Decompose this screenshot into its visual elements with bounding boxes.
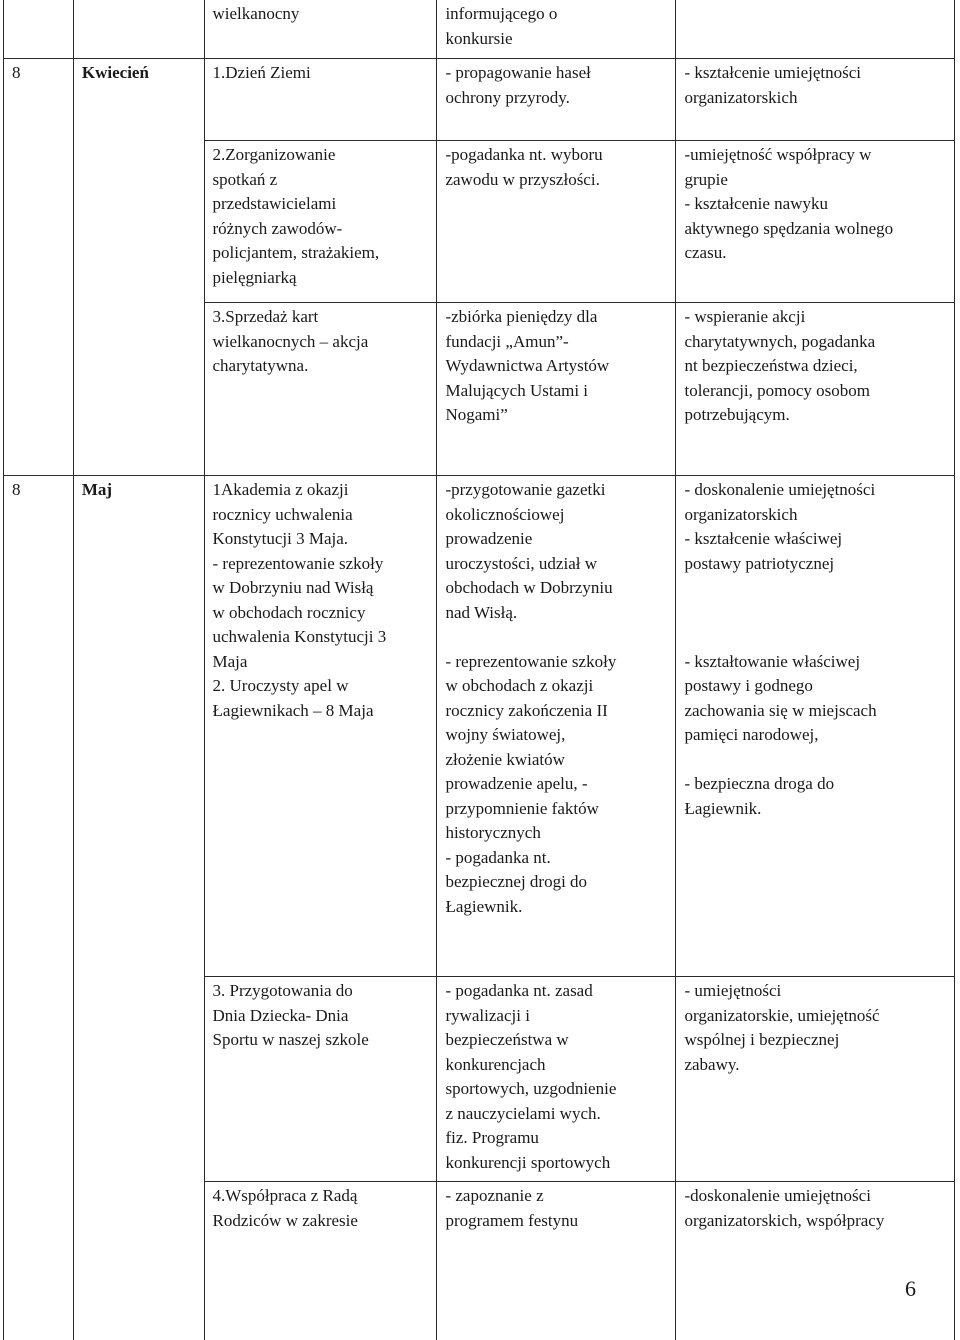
cell-line: Rodziców w zakresie <box>213 1209 429 1234</box>
cell-line: tolerancji, pomocy osobom <box>684 379 946 404</box>
row-form <box>437 0 676 59</box>
cell-line: Malujących Ustami i <box>445 379 667 404</box>
cell-line: sportowych, uzgodnienie <box>445 1077 667 1102</box>
row-form <box>437 1182 676 1340</box>
cell-line: - kształcenie umiejętności <box>684 61 946 86</box>
row-form <box>437 141 676 303</box>
row-task <box>204 476 437 977</box>
row-task <box>204 141 437 303</box>
cell-line: wojny światowej, <box>445 723 667 748</box>
cell-line: informującego o <box>445 2 667 27</box>
cell-line: Łagiewnikach – 8 Maja <box>213 699 429 724</box>
cell-line: zawodu w przyszłości. <box>445 168 667 193</box>
row-number <box>4 1182 74 1340</box>
table-row <box>4 1182 955 1340</box>
cell-line: konkurencji sportowych <box>445 1151 667 1176</box>
cell-line: przypomnienie faktów <box>445 797 667 822</box>
cell-line: organizatorskich, współpracy <box>684 1209 946 1234</box>
cell-line: wielkanocnych – akcja <box>213 330 429 355</box>
cell-line: złożenie kwiatów <box>445 748 667 773</box>
row-task <box>204 0 437 59</box>
row-month <box>73 977 204 1182</box>
cell-line: -umiejętność współpracy w <box>684 143 946 168</box>
row-month <box>73 303 204 476</box>
cell-line: - umiejętności <box>684 979 946 1004</box>
cell-line: - bezpieczna droga do <box>684 772 946 797</box>
row-number <box>4 59 74 141</box>
cell-line: 1.Dzień Ziemi <box>213 61 429 86</box>
cell-line: organizatorskich <box>684 503 946 528</box>
table-row <box>4 303 955 476</box>
row-number <box>4 303 74 476</box>
cell-line: -pogadanka nt. wyboru <box>445 143 667 168</box>
row-number <box>4 476 74 977</box>
cell-line: - pogadanka nt. zasad <box>445 979 667 1004</box>
cell-line: spotkań z <box>213 168 429 193</box>
row-task <box>204 303 437 476</box>
cell-line: wspólnej i bezpiecznej <box>684 1028 946 1053</box>
cell-line: 3. Przygotowania do <box>213 979 429 1004</box>
row-number <box>4 141 74 303</box>
row-form <box>437 977 676 1182</box>
row-goal <box>676 141 955 303</box>
row-task <box>204 1182 437 1340</box>
cell-line: - kształtowanie właściwej <box>684 650 946 675</box>
cell-line: rocznicy uchwalenia <box>213 503 429 528</box>
row-goal <box>676 1182 955 1340</box>
cell-line: rywalizacji i <box>445 1004 667 1029</box>
cell-line: charytatywnych, pogadanka <box>684 330 946 355</box>
row-form <box>437 59 676 141</box>
cell-line: -zbiórka pieniędzy dla <box>445 305 667 330</box>
cell-line: wielkanocny <box>213 2 429 27</box>
cell-line: 3.Sprzedaż kart <box>213 305 429 330</box>
cell-line: Konstytucji 3 Maja. <box>213 527 429 552</box>
cell-line: konkurencjach <box>445 1053 667 1078</box>
cell-line: potrzebującym. <box>684 403 946 428</box>
cell-line: zachowania się w miejscach <box>684 699 946 724</box>
cell-line: ochrony przyrody. <box>445 86 667 111</box>
cell-line: zabawy. <box>684 1053 946 1078</box>
row-month <box>73 1182 204 1340</box>
row-form <box>437 303 676 476</box>
cell-line <box>684 748 946 773</box>
cell-line: charytatywna. <box>213 354 429 379</box>
row-number-text: 8 <box>12 480 21 499</box>
cell-line: postawy patriotycznej <box>684 552 946 577</box>
cell-line: aktywnego spędzania wolnego <box>684 217 946 242</box>
cell-line: Dnia Dziecka- Dnia <box>213 1004 429 1029</box>
cell-line: w Dobrzyniu nad Wisłą <box>213 576 429 601</box>
row-month-text: Kwiecień <box>82 63 149 82</box>
cell-line: - propagowanie haseł <box>445 61 667 86</box>
cell-line: bezpieczeństwa w <box>445 1028 667 1053</box>
table-row <box>4 476 955 977</box>
cell-line: - reprezentowanie szkoły <box>445 650 667 675</box>
cell-line: Nogami” <box>445 403 667 428</box>
cell-line: Łagiewnik. <box>445 895 667 920</box>
cell-line: prowadzenie <box>445 527 667 552</box>
cell-line: historycznych <box>445 821 667 846</box>
cell-line: organizatorskie, umiejętność <box>684 1004 946 1029</box>
cell-line: Łagiewnik. <box>684 797 946 822</box>
cell-line: przedstawicielami <box>213 192 429 217</box>
plan-table <box>3 0 955 1340</box>
cell-line: organizatorskich <box>684 86 946 111</box>
cell-line <box>684 576 946 601</box>
cell-line: - zapoznanie z <box>445 1184 667 1209</box>
cell-line: obchodach w Dobrzyniu <box>445 576 667 601</box>
cell-line: postawy i godnego <box>684 674 946 699</box>
row-task <box>204 977 437 1182</box>
row-month <box>73 141 204 303</box>
cell-line: nad Wisłą. <box>445 601 667 626</box>
cell-line: - kształcenie właściwej <box>684 527 946 552</box>
cell-line <box>684 625 946 650</box>
row-task <box>204 59 437 141</box>
cell-line: - pogadanka nt. <box>445 846 667 871</box>
row-goal <box>676 303 955 476</box>
cell-line <box>445 625 667 650</box>
cell-line: uchwalenia Konstytucji 3 <box>213 625 429 650</box>
cell-line: pamięci narodowej, <box>684 723 946 748</box>
cell-line: policjantem, strażakiem, <box>213 241 429 266</box>
cell-line: - reprezentowanie szkoły <box>213 552 429 577</box>
row-number <box>4 977 74 1182</box>
row-month <box>73 476 204 977</box>
cell-line: rocznicy zakończenia II <box>445 699 667 724</box>
cell-line: pielęgniarką <box>213 266 429 291</box>
cell-line: Maja <box>213 650 429 675</box>
cell-line: fundacji „Amun”- <box>445 330 667 355</box>
cell-line: w obchodach rocznicy <box>213 601 429 626</box>
cell-line: okolicznościowej <box>445 503 667 528</box>
cell-line: - wspieranie akcji <box>684 305 946 330</box>
cell-line: z nauczycielami wych. <box>445 1102 667 1127</box>
cell-line: programem festynu <box>445 1209 667 1234</box>
cell-line: 1Akademia z okazji <box>213 478 429 503</box>
row-goal <box>676 0 955 59</box>
cell-line: konkursie <box>445 27 667 52</box>
cell-line: 2. Uroczysty apel w <box>213 674 429 699</box>
cell-line: - doskonalenie umiejętności <box>684 478 946 503</box>
table-row <box>4 0 955 59</box>
table-row <box>4 59 955 141</box>
cell-line: grupie <box>684 168 946 193</box>
cell-line <box>684 601 946 626</box>
cell-line: w obchodach z okazji <box>445 674 667 699</box>
cell-line: uroczystości, udział w <box>445 552 667 577</box>
cell-line: -przygotowanie gazetki <box>445 478 667 503</box>
row-month <box>73 59 204 141</box>
cell-line: bezpiecznej drogi do <box>445 870 667 895</box>
row-number-text: 8 <box>12 63 21 82</box>
cell-line: czasu. <box>684 241 946 266</box>
cell-line: fiz. Programu <box>445 1126 667 1151</box>
cell-line: Wydawnictwa Artystów <box>445 354 667 379</box>
row-goal <box>676 977 955 1182</box>
cell-line: 2.Zorganizowanie <box>213 143 429 168</box>
cell-line: -doskonalenie umiejętności <box>684 1184 946 1209</box>
table-row <box>4 141 955 303</box>
cell-line: Sportu w naszej szkole <box>213 1028 429 1053</box>
cell-line: 4.Współpraca z Radą <box>213 1184 429 1209</box>
cell-line: prowadzenie apelu, - <box>445 772 667 797</box>
cell-line: różnych zawodów- <box>213 217 429 242</box>
row-month <box>73 0 204 59</box>
page-number: 6 <box>905 1276 916 1302</box>
cell-line: nt bezpieczeństwa dzieci, <box>684 354 946 379</box>
row-goal <box>676 59 955 141</box>
cell-line: - kształcenie nawyku <box>684 192 946 217</box>
table-row <box>4 977 955 1182</box>
row-form <box>437 476 676 977</box>
row-month-text: Maj <box>82 480 112 499</box>
row-number <box>4 0 74 59</box>
row-goal <box>676 476 955 977</box>
